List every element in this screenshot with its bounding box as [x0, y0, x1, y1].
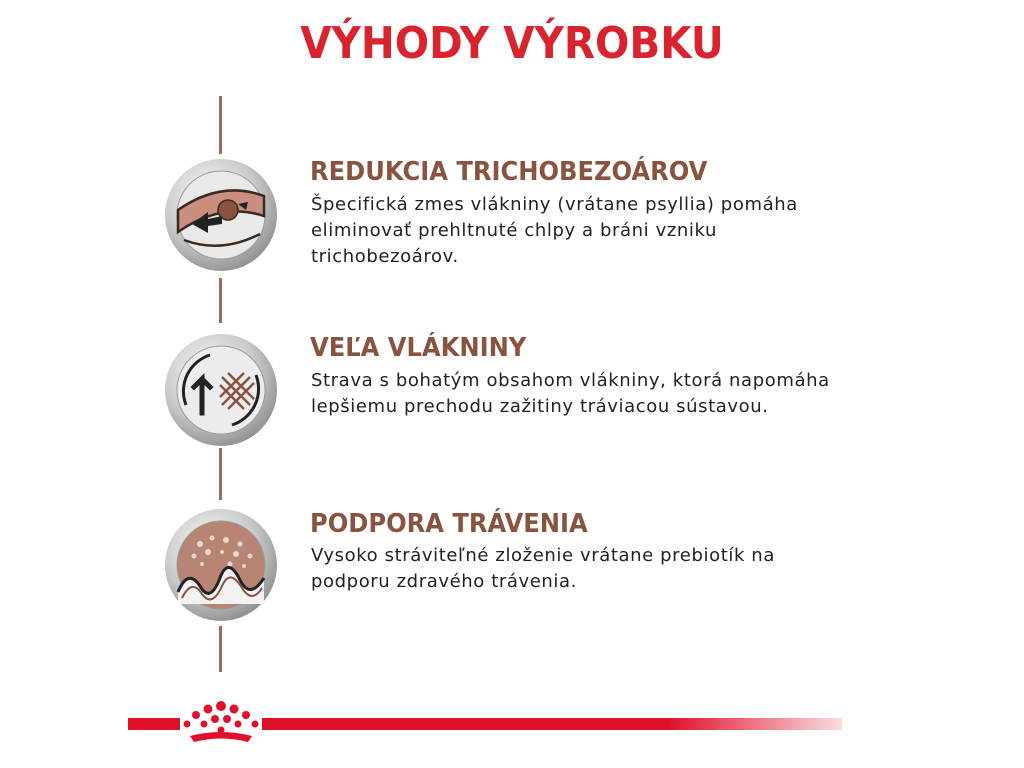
page-title: VÝHODY VÝROBKU — [300, 18, 724, 69]
description-line: Strava s bohatým obsahom vlákniny, ktorá napomáha — [311, 370, 830, 391]
benefit-description — [311, 192, 891, 270]
description-line: lepšiemu prechodu zažitiny tráviacou sústavou. — [311, 396, 769, 417]
benefit-title: VEĽA VLÁKNINY — [310, 333, 527, 363]
benefit-title: PODPORA TRÁVENIA — [310, 509, 588, 539]
benefit-description — [311, 543, 891, 595]
description-line: Vysoko stráviteľné zloženie vrátane prebiotík na — [311, 545, 775, 566]
description-line: trichobezoárov. — [311, 246, 459, 267]
benefit-title: REDUKCIA TRICHOBEZOÁROV — [310, 157, 708, 187]
high-fibre-arrow-icon — [164, 333, 278, 447]
description-line: Špecifická zmes vlákniny (vrátane psyllia) pomáha — [311, 194, 798, 215]
benefit-description — [311, 368, 891, 420]
digestion-support-icon — [164, 508, 278, 622]
royal-canin-crown-icon — [180, 700, 262, 746]
hairball-intestine-icon — [164, 158, 278, 272]
description-line: podporu zdravého trávenia. — [311, 571, 577, 592]
footer-bar-left — [128, 718, 180, 730]
description-line: eliminovať prehltnuté chlpy a bráni vzniku — [311, 220, 717, 241]
footer-bar-right — [262, 718, 842, 730]
